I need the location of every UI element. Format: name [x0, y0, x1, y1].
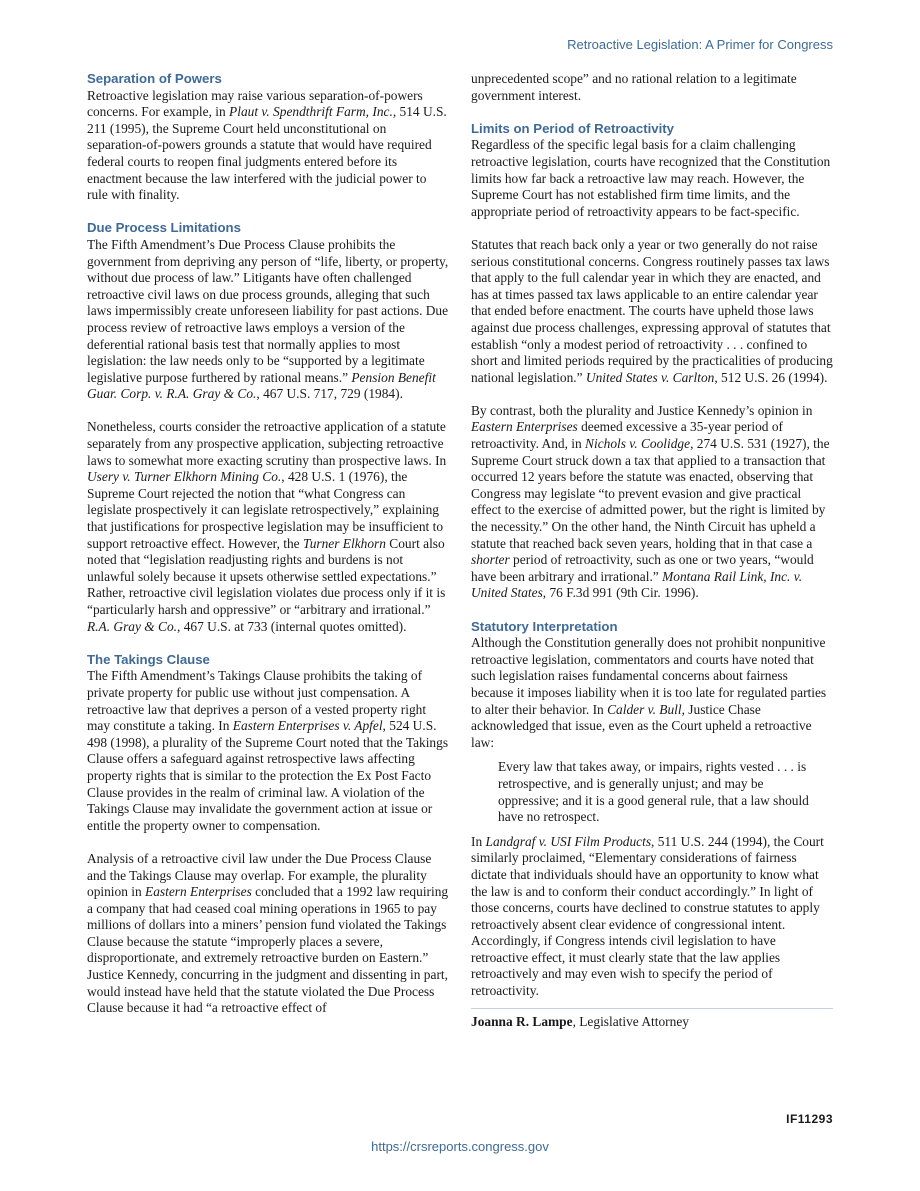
heading-limits: Limits on Period of Retroactivity	[471, 120, 674, 136]
report-id: IF11293	[786, 1112, 833, 1126]
block-quote: Every law that takes away, or impairs, rights vested . . . is retrospective, and is generally unjust; and may be oppressive; and it is a good general rule, that a law should have no retrospect.	[498, 759, 809, 825]
heading-statutory: Statutory Interpretation	[471, 618, 618, 634]
section-takings	[87, 652, 449, 1017]
right-column	[471, 71, 833, 1030]
paragraph: The Fifth Amendment’s Due Process Clause prohibits the government from depriving any person of “life, liberty, or property, without due process of law.” Litigants have often challenged retroactive civil laws on due process grounds, alleging that such laws impermissibly create unforeseen liability for past actions. Due process review of retroactive laws employs a version of the deferential rational basis test that normally applies to most legislation: the law needs only to be “supported by a legitimate legislative purpose furthered by rational means.” Pension Benefit Guar. Corp. v. R.A. Gray & Co., 467 U.S. 717, 729 (1984).	[87, 236, 449, 402]
heading-separation-of-powers: Separation of Powers	[87, 71, 222, 86]
footer-url-link[interactable]: https://crsreports.congress.gov	[371, 1139, 549, 1154]
case-citation: Landgraf v. USI Film Products	[485, 833, 652, 849]
paragraph: Retroactive legislation may raise various separation-of-powers concerns. For example, in Plaut v. Spendthrift Farm, Inc., 514 U.S. 211 (1995), the Supreme Court held unconstitutional on separation-of-powers grounds a statute that would have required federal courts to reopen final judgments entered before its enactment because the law interfered with the judicial power to rule with finality.	[87, 87, 447, 203]
case-citation: Plaut v. Spendthrift Farm, Inc.	[229, 104, 393, 120]
paragraph: The Fifth Amendment’s Takings Clause prohibits the taking of private property for public use without just compensation. A retroactive law that deprives a person of a vested property right may constitute a taking. In Eastern Enterprises v. Apfel, 524 U.S. 498 (1998), a plurality of the Supreme Court noted that the Takings Clause offers a safeguard against retrospective laws affecting property rights that is similar to the protection the Ex Post Facto Clause provides in the realm of criminal law. A violation of the Takings Clause may invalidate the government action at issue or entitle the property owner to compensation.	[87, 668, 449, 833]
paragraph: By contrast, both the plurality and Justice Kennedy’s opinion in Eastern Enterprises deemed excessive a 35-year period of retroactivity. And, in Nichols v. Coolidge, 274 U.S. 531 (1927), the Supreme Court struck down a tax that applied to a transaction that occurred 12 years before the statute was enacted, observing that Congress may legislate “to prevent evasion and give practical effect to the exercise of admitted power, but the right is limited by the necessity.” On the other hand, the Ninth Circuit has upheld a statute that reached back seven years, holding that in that case a shorter period of retroactivity, such as one or two years, “would have been arbitrary and irrational.” Montana Rail Link, Inc. v. United States, 76 F.3d 991 (9th Cir. 1996).	[471, 402, 830, 601]
heading-takings: The Takings Clause	[87, 651, 210, 667]
case-citation: Eastern Enterprises v. Apfel	[232, 718, 383, 734]
section-separation-of-powers	[87, 71, 449, 204]
left-column	[87, 71, 449, 1033]
paragraph: Regardless of the specific legal basis for a claim challenging retroactive legislation, courts have recognized that the Constitution limits how far back a retroactive law may reach. However, the Supreme Court has not established firm time limits, and the appropriate period of retroactivity appears to be fact-specific.	[471, 137, 831, 219]
case-citation: Pension Benefit Guar. Corp. v. R.A. Gray & Co.	[87, 369, 436, 402]
section-statutory	[471, 619, 833, 1000]
author-title: , Legislative Attorney	[572, 1013, 689, 1029]
section-due-process	[87, 220, 449, 635]
author-name: Joanna R. Lampe	[471, 1013, 573, 1029]
case-citation: Turner Elkhorn	[302, 535, 386, 551]
paragraph: Nonetheless, courts consider the retroactive application of a statute separately from any prospective application, subjecting retroactive laws to somewhat more exacting scrutiny than prospective laws. In Usery v. Turner Elkhorn Mining Co., 428 U.S. 1 (1976), the Supreme Court rejected the notion that “what Congress can legislate prospectively it can legislate retrospectively,” explaining that justifications for prospective legislation may be insufficient to support retroactive effect. However, the Turner Elkhorn Court also noted that “legislation readjusting rights and burdens is not unlawful solely because it upsets otherwise settled expectations.” Rather, retroactive civil legislation violates due process only if it is “particularly harsh and oppressive” or “arbitrary and irrational.” R.A. Gray & Co., 467 U.S. at 733 (internal quotes omitted).	[87, 419, 447, 634]
case-citation: Montana Rail Link, Inc. v. United States	[471, 568, 803, 601]
case-citation: Calder v. Bull	[607, 701, 682, 717]
case-citation: Nichols v. Coolidge	[585, 436, 691, 452]
paragraph-continuation: unprecedented scope” and no rational relation to a legitimate government interest.	[471, 71, 797, 103]
case-citation: United States v. Carlton	[585, 369, 715, 385]
case-citation: Eastern Enterprises	[145, 884, 252, 900]
case-citation: R.A. Gray & Co.	[87, 618, 178, 634]
emphasis: shorter	[471, 552, 510, 568]
paragraph: In Landgraf v. USI Film Products, 511 U.S. 244 (1994), the Court similarly proclaimed, “Elementary considerations of fairness dictate that individuals should have an opportunity to know what the law is and to conform their conduct accordingly.” In light of those concerns, courts have declined to construe statutes to apply retroactively absent clear evidence of congressional intent. Accordingly, if Congress intends civil legislation to have retroactive effect, it must clearly state that the law applies retroactively and may even wish to specify the period of retroactivity.	[471, 833, 824, 999]
case-citation: Eastern Enterprises	[471, 419, 578, 435]
heading-due-process: Due Process Limitations	[87, 220, 241, 236]
paragraph: Statutes that reach back only a year or two generally do not raise serious constitutional concerns. Congress routinely passes tax laws that apply to the full calendar year in which they are enacted, and has at times passed tax laws applicable to an entire calendar year that ended before enactment. The courts have upheld those laws against due process challenges, expressing approval of statutes that establish “only a modest period of retroactivity . . . confined to short and limited periods required by the practicalities of producing national legislation.” United States v. Carlton, 512 U.S. 26 (1994).	[471, 236, 833, 385]
author-line	[471, 1008, 833, 1031]
paragraph: Analysis of a retroactive civil law under the Due Process Clause and the Takings Clause may overlap. For example, the plurality opinion in Eastern Enterprises concluded that a 1992 law requiring a company that had ceased coal mining operations in 1965 to pay millions of dollars into a miners’ pension fund violated the Takings Clause because the statute “improperly places a severe, disproportionate, and extremely retroactive burden on Eastern.” Justice Kennedy, concurring in the judgment and dissenting in part, would instead have held that the statute violated the Due Process Clause because it had “a retroactive effect of	[87, 850, 449, 1016]
running-header-title: Retroactive Legislation: A Primer for Congress	[567, 37, 833, 52]
paragraph: Although the Constitution generally does not prohibit nonpunitive retroactive legislation, commentators and courts have noted that such legislation raises fundamental concerns about fairness because it imposes liability when it is too late for regulated parties to alter their behavior. In Calder v. Bull, Justice Chase acknowledged that issue, even as the Court upheld a retroactive law:	[471, 635, 827, 750]
section-limits	[471, 121, 833, 602]
case-citation: Usery v. Turner Elkhorn Mining Co.	[87, 469, 282, 485]
